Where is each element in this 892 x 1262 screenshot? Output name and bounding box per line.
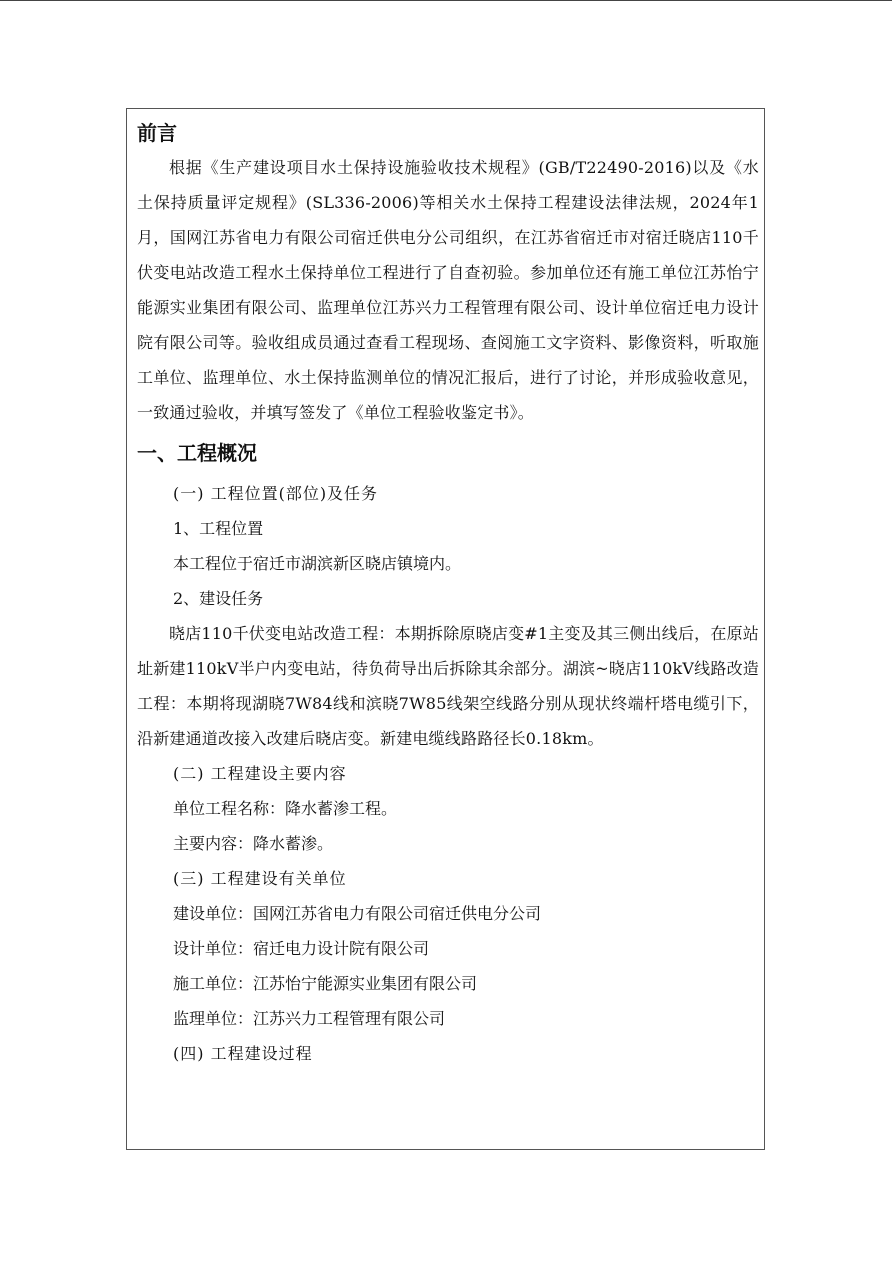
unit-project-name: 单位工程名称：降水蓄渗工程。 [173,799,398,818]
units-section-title: (三) 工程建设有关单位 [173,869,347,888]
task-label: 2、建设任务 [173,589,264,608]
task-text: 晓店110千伏变电站改造工程：本期拆除原晓店变#1主变及其三侧出线后，在原站址新建110kV半户内变电站，待负荷导出后拆除其余部分。湖滨~晓店110kV线路改造工程：本期将现湖晓7W84线和滨晓7W85线架空线路分别从现状终端杆塔电缆引下，沿新建通道改接入改建后晓店变。新建电缆线路路径长0.18km。 [137,624,759,748]
location-text: 本工程位于宿迁市湖滨新区晓店镇境内。 [173,554,462,573]
supervisor-unit: 监理单位：江苏兴力工程管理有限公司 [173,1009,446,1028]
designer-unit: 设计单位：宿迁电力设计院有限公司 [173,939,430,958]
location-section-title: (一) 工程位置(部位)及任务 [173,484,379,503]
constructor-unit: 施工单位：江苏怡宁能源实业集团有限公司 [173,974,478,993]
content-section-title: (二) 工程建设主要内容 [173,764,347,783]
preface-paragraph: 根据《生产建设项目水土保持设施验收技术规程》(GB/T22490-2016)以及《水土保持质量评定规程》(SL336-2006)等相关水土保持工程建设法律法规，2024年1月，国网江苏省电力有限公司宿迁供电分公司组织，在江苏省宿迁市对宿迁晓店110千伏变电站改造工程水土保持单位工程进行了自查初验。参加单位还有施工单位江苏怡宁能源实业集团有限公司、监理单位江苏兴力工程管理有限公司、设计单位宿迁电力设计院有限公司等。验收组成员通过查看工程现场、查阅施工文字资料、影像资料，听取施工单位、监理单位、水土保持监测单位的情况汇报后，进行了讨论，并形成验收意见，一致通过验收，并填写签发了《单位工程验收鉴定书》。 [137,158,759,422]
main-content: 主要内容：降水蓄渗。 [173,834,334,853]
document-frame [126,108,765,1150]
owner-unit: 建设单位：国网江苏省电力有限公司宿迁供电分公司 [173,904,542,923]
document-content [137,116,759,1071]
page-top-border [0,0,892,1]
preface-heading: 前言 [137,121,177,145]
location-label: 1、工程位置 [173,519,264,538]
process-section-title: (四) 工程建设过程 [173,1044,313,1063]
overview-heading: 一、工程概况 [137,441,257,465]
